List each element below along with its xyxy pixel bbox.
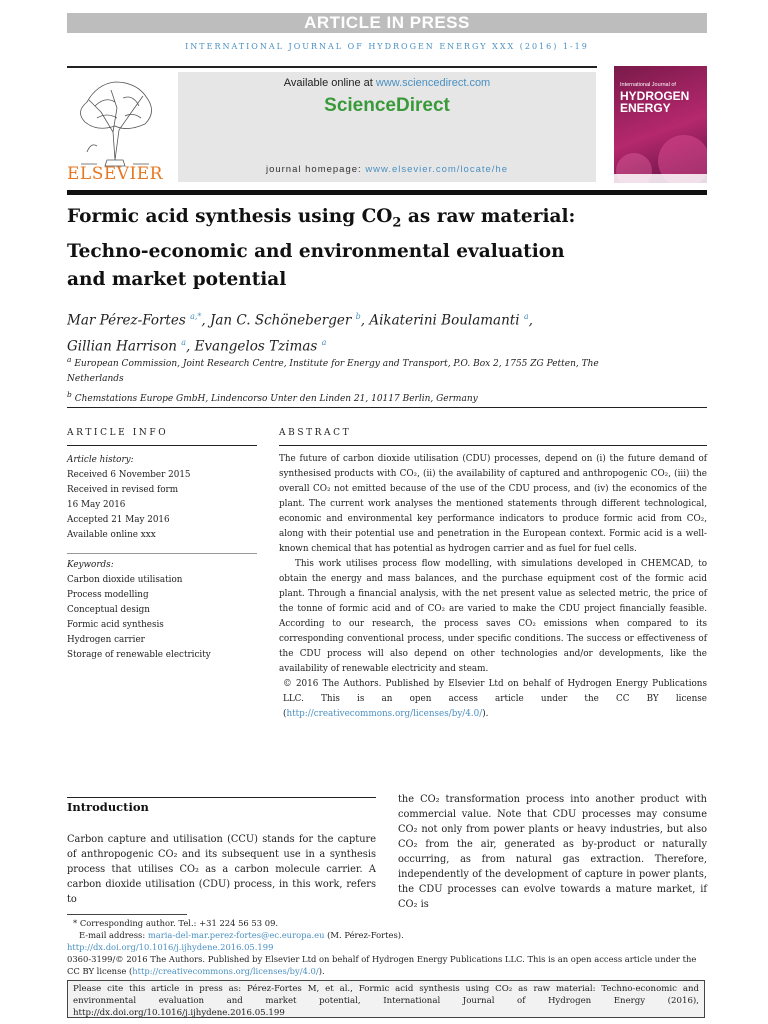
intro-right-column — [398, 792, 707, 912]
header-thick-rule — [67, 190, 707, 195]
author-list — [67, 306, 707, 357]
author-separator: , — [360, 312, 370, 329]
author-affiliation-mark[interactable]: a — [523, 312, 529, 321]
article-info-rule — [67, 445, 257, 446]
license-link[interactable]: http://creativecommons.org/licenses/by/4.0/ — [286, 709, 483, 719]
footnotes — [67, 917, 707, 977]
abstract-paragraph: This work utilises process flow modelling, with simulations developed in CHEMCAD, to obtain the energy and mass balances, and the purchase equipment cost of the formic acid plant. Through a financial analysis, with the net present value as selected metric, the price of the tonne of formic acid and of CO₂ are varied to make the CDU project financially feasible. According to our research, the process saves CO₂ emissions when compared to its corresponding conventional process, under specific conditions. The success or effectiveness of the CDU process will also depend on other technologies and/or developments, like the availability of renewable electricity and steam. — [279, 559, 707, 674]
title-line-2: Techno-economic and environmental evaluation — [67, 240, 565, 262]
author-name: Mar Pérez-Fortes — [67, 312, 186, 329]
abstract-body — [279, 452, 707, 722]
article-title — [67, 203, 667, 294]
journal-homepage — [178, 164, 596, 175]
doi-link[interactable]: http://dx.doi.org/10.1016/j.ijhydene.2016.05.199 — [67, 942, 274, 952]
available-prefix: Available online at — [283, 77, 376, 89]
author-affiliation-mark[interactable]: a — [181, 337, 186, 347]
author-name: Gillian Harrison — [67, 338, 177, 354]
keyword-item: Conceptual design — [67, 605, 150, 615]
copyright-end: ). — [482, 709, 489, 719]
citation-box: Please cite this article in press as: Pérez-Fortes M, et al., Formic acid synthesis using CO₂ as raw material: Techno-economic and environmental evaluation and market potential, International Journal of Hydrogen Energy (2016), http://dx.doi.org/10.1016/j.ijhydene.2016.05.199 — [67, 980, 705, 1018]
email-line — [67, 929, 707, 941]
keyword-item: Process modelling — [67, 590, 149, 600]
author-name: Jan C. Schöneberger — [209, 312, 352, 329]
author-separator: , — [528, 312, 533, 329]
masthead-rule — [67, 66, 597, 68]
affiliation-text: European Commission, Joint Research Centre, Institute for Energy and Transport, P.O. Box 2, 1755 ZG Petten, The Netherlands — [67, 359, 599, 384]
history-item: 16 May 2016 — [67, 500, 126, 510]
introduction-heading: Introduction — [67, 800, 149, 814]
cover-title — [620, 90, 704, 114]
intro-left-column — [67, 832, 376, 907]
affiliations — [67, 352, 627, 407]
corresponding-author: * Corresponding author. Tel.: +31 224 56 53 09. — [73, 918, 279, 928]
intro-paragraph: the CO₂ transformation process into another product with commercial value. Note that CDU processes may consume CO₂ not only from power plants or heavy industries, but also CO₂ from the air, generated as by-product or naturally occurring, as from natural gas extraction. Therefore, independently of the development of capture in power plants, the CDU processes can evolve towards a mature market, if CO₂ is — [398, 794, 707, 910]
author-name: Evangelos Tzimas — [194, 338, 318, 354]
author-separator: , — [185, 338, 195, 354]
rights-paren: ). — [318, 966, 325, 976]
affiliation-mark: a — [67, 355, 72, 364]
rights-license-link[interactable]: http://creativecommons.org/licenses/by/4.0/ — [132, 966, 319, 976]
rights-text: 0360-3199/© 2016 The Authors. Published by Elsevier Ltd on behalf of Hydrogen Energy Publications LLC. This is an open access article under the CC BY license — [67, 954, 697, 976]
affiliation-b — [67, 387, 627, 407]
title-part: as raw material: — [401, 206, 576, 227]
author-affiliation-mark[interactable]: a — [321, 337, 327, 347]
keywords — [67, 558, 257, 663]
affiliation-text: Chemstations Europe GmbH, Lindencorso Unter den Linden 21, 10117 Berlin, Germany — [74, 394, 478, 404]
introduction-rule — [67, 797, 376, 798]
cover-title-line2: ENERGY — [620, 101, 671, 115]
article-in-press-banner: ARTICLE IN PRESS — [67, 13, 707, 33]
elsevier-wordmark: ELSEVIER — [67, 164, 163, 184]
copyright-text: © 2016 The Authors. Published by Elsevier Ltd on behalf of Hydrogen Energy Publications LLC. This is an open access article under the CC BY license ( — [283, 679, 707, 719]
homepage-prefix: journal homepage: — [265, 164, 366, 175]
affiliation-mark: b — [67, 390, 72, 399]
intro-paragraph: Carbon capture and utilisation (CCU) stands for the capture of anthropogenic CO₂ and its subsequent use in a synthesis process that utilises CO₂ as a carbon molecule carrier. A carbon dioxide utilisation (CDU) process, in this work, refers to — [67, 834, 376, 905]
section-rule — [67, 407, 707, 408]
title-subscript: 2 — [392, 215, 402, 231]
author-line — [67, 306, 707, 332]
keyword-item: Hydrogen carrier — [67, 635, 145, 645]
rights-line — [67, 953, 707, 977]
article-history — [67, 453, 257, 543]
title-part: Formic acid synthesis using CO — [67, 206, 393, 227]
author-affiliation-mark[interactable]: a,* — [190, 312, 202, 321]
keyword-item: Formic acid synthesis — [67, 620, 164, 630]
keywords-divider — [67, 553, 257, 554]
homepage-link[interactable]: www.elsevier.com/locate/he — [365, 164, 509, 175]
history-item: Received in revised form — [67, 485, 179, 495]
abstract-heading: ABSTRACT — [279, 428, 352, 438]
history-label: Article history: — [67, 455, 134, 465]
author-separator: , — [201, 312, 210, 329]
article-info-heading: ARTICLE INFO — [67, 428, 169, 438]
cover-subtitle: International Journal of — [620, 82, 676, 88]
footnote-rule — [67, 914, 187, 915]
author-name: Aikaterini Boulamanti — [369, 312, 520, 329]
keyword-item: Carbon dioxide utilisation — [67, 575, 183, 585]
keyword-item: Storage of renewable electricity — [67, 650, 211, 660]
affiliation-a — [67, 352, 627, 387]
available-online — [178, 77, 596, 89]
history-item: Available online xxx — [67, 530, 156, 540]
history-item: Received 6 November 2015 — [67, 470, 191, 480]
email-label: E-mail address: — [79, 930, 148, 940]
journal-running-head: INTERNATIONAL JOURNAL OF HYDROGEN ENERGY XXX (2016) 1-19 — [185, 42, 589, 51]
cover-title-line1: HYDROGEN — [620, 89, 690, 103]
rights-paren: ( — [129, 966, 133, 976]
sciencedirect-link[interactable]: www.sciencedirect.com — [375, 77, 491, 89]
abstract-copyright — [279, 677, 707, 722]
title-line-1 — [67, 203, 667, 238]
sciencedirect-logo: ScienceDirect — [324, 95, 450, 116]
keywords-label: Keywords: — [67, 560, 114, 570]
history-item: Accepted 21 May 2016 — [67, 515, 170, 525]
title-line-3: and market potential — [67, 268, 287, 290]
abstract-paragraph: The future of carbon dioxide utilisation (CDU) processes, depend on (i) the future demand of synthesised products with CO₂, (ii) the availability of captured and anthropogenic CO₂, (iii) the overall CO₂ not emitted because of the use of the CDU process, and (iv) the economics of the plant. The current work analyses the mentioned statements through different technological, economic and environmental key performance indicators to produce formic acid from CO₂, along with their potential use and penetration in the European context. Formic acid is a well-known chemical that has potential as hydrogen carrier and as fuel for fuel cells. — [279, 454, 707, 554]
email-link[interactable]: maria-del-mar.perez-fortes@ec.europa.eu — [147, 930, 325, 940]
abstract-rule — [279, 445, 707, 446]
email-owner: (M. Pérez-Fortes). — [324, 930, 404, 940]
author-affiliation-mark[interactable]: b — [355, 312, 361, 321]
